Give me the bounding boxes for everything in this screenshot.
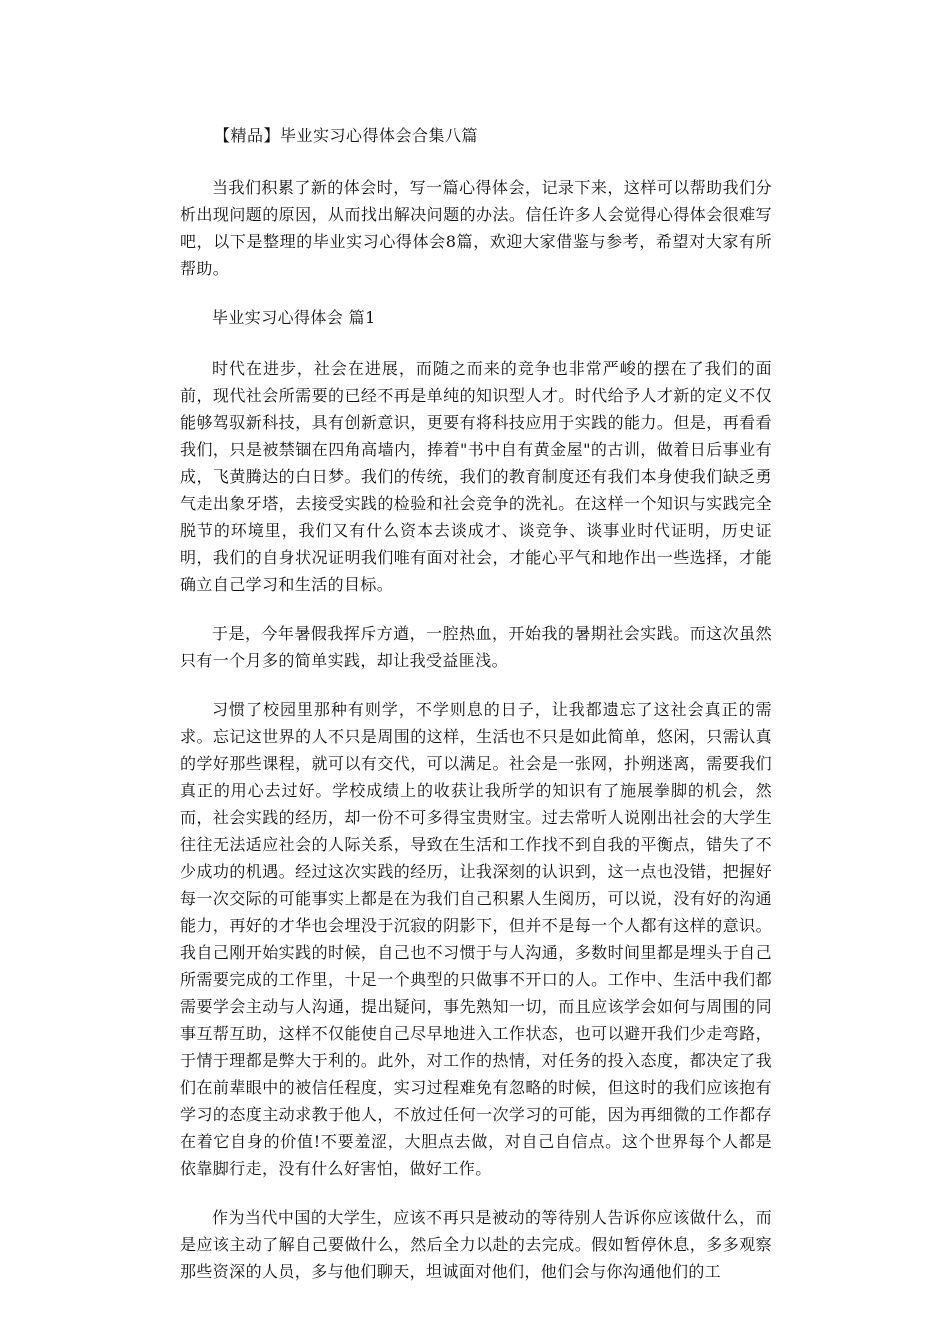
body-paragraph: 时代在进步，社会在进展，而随之而来的竞争也非常严峻的摆在了我们的面前，现代社会所需要的已经不再是单纯的知识型人才。时代给予人才新的定义不仅能够驾驭新科技，具有创新意识，更要有将科技应用于实践的能力。但是，再看看我们，只是被禁锢在四角高墙内，捧着"书中自有黄金屋"的古训，做着日后事业有成，飞黄腾达的白日梦。我们的传统，我们的教育制度还有我们本身使我们缺乏勇气走出象牙塔，去接受实践的检验和社会竞争的洗礼。在这样一个知识与实践完全脱节的环境里，我们又有什么资本去谈成才、谈竞争、谈事业时代证明，历史证明，我们的自身状况证明我们唯有面对社会，才能心平气和地作出一些选择，才能确立自己学习和生活的目标。 [180, 359, 772, 594]
body-paragraph: 于是，今年暑假我挥斥方遒，一腔热血，开始我的暑期社会实践。而这次虽然只有一个月多的简单实践，却让我受益匪浅。 [180, 624, 772, 670]
section-heading: 毕业实习心得体会 篇1 [212, 308, 376, 327]
intro-paragraph: 当我们积累了新的体会时，写一篇心得体会，记录下来，这样可以帮助我们分析出现问题的原因，从而找出解决问题的办法。信任许多人会觉得心得体会很难写吧，以下是整理的毕业实习心得体会8篇，欢迎大家借鉴与参考，希望对大家有所帮助。 [180, 178, 772, 278]
document-body [180, 174, 772, 1307]
body-paragraph: 习惯了校园里那种有则学，不学则息的日子，让我都遗忘了这社会真正的需求。忘记这世界的人不只是周围的这样，生活也不只是如此简单，悠闲，只需认真的学好那些课程，就可以有交代，可以满足。社会是一张网，扑朔迷离，需要我们真正的用心去过好。学校成绩上的收获让我所学的知识有了施展拳脚的机会，然而，社会实践的经历，却一份不可多得宝贵财宝。过去常听人说刚出社会的大学生往往无法适应社会的人际关系，导致在生活和工作找不到自我的平衡点，错失了不少成功的机遇。经过这次实践的经历，让我深刻的认识到，这一点也没错，把握好每一次交际的可能事实上都是在为我们自己积累人生阅历，可以说，没有好的沟通能力，再好的才华也会埋没于沉寂的阴影下，但并不是每一个人都有这样的意识。我自己刚开始实践的时候，自己也不习惯于与人沟通，多数时间里都是埋头于自己所需要完成的工作里，十足一个典型的只做事不开口的人。工作中、生活中我们都需要学会主动与人沟通，提出疑问，事先熟知一切，而且应该学会如何与周围的同事互帮互助，这样不仅能使自己尽早地进入工作状态，也可以避开我们少走弯路，于情于理都是弊大于利的。此外，对工作的热情，对任务的投入态度，都决定了我们在前辈眼中的被信任程度，实习过程难免有忽略的时候，但这时的我们应该抱有学习的态度主动求教于他人，不放过任何一次学习的可能，因为再细微的工作都存在着它自身的价值!不要羞涩，大胆点去做，对自己自信点。这个世界每个人都是依靠脚行走，没有什么好害怕，做好工作。 [180, 700, 772, 1178]
document-title: 【精品】毕业实习心得体会合集八篇 [214, 126, 479, 145]
body-paragraph: 作为当代中国的大学生，应该不再只是被动的等待别人告诉你应该做什么，而是应该主动了解自己要做什么，然后全力以赴的去完成。假如暂停休息，多多观察那些资深的人员，多与他们聊天，坦诚面对他们，他们会与你沟通他们的工 [180, 1208, 772, 1281]
